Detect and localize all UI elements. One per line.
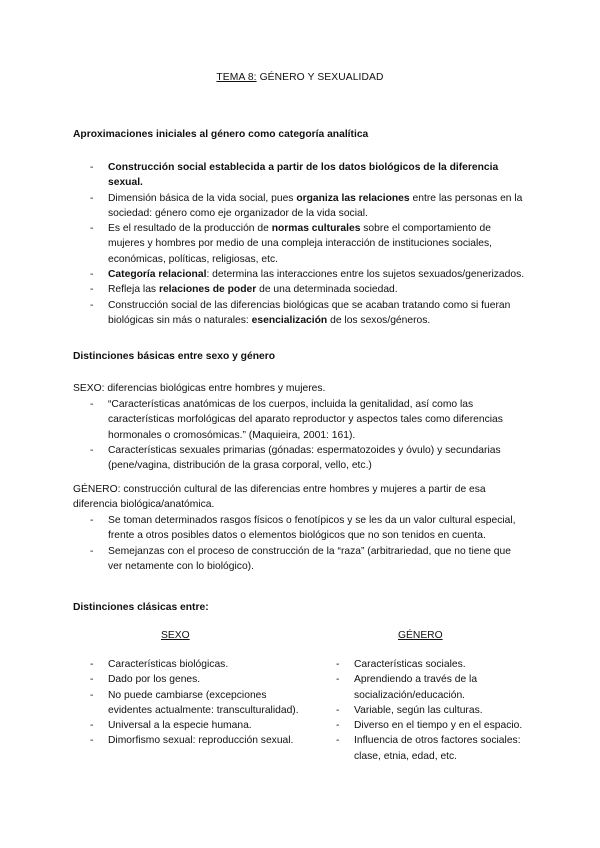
title-prefix: TEMA 8: (216, 72, 257, 83)
section1-heading: Aproximaciones iniciales al género como categoría analítica (73, 129, 369, 140)
sexo-column-item: - No puede cambiarse (excepciones evidentes actualmente: transculturalidad). (90, 689, 299, 716)
title-rest: GÉNERO Y SEXUALIDAD (256, 72, 384, 83)
section2-heading: Distinciones básicas entre sexo y género (73, 351, 276, 362)
sexo-item: - Características sexuales primarias (gónadas: espermatozoides y óvulo) y secundarias (pene/vagina, distribución de la grasa corporal, vello, etc.) (90, 444, 501, 472)
section1-item: - Construcción social de las diferencias biológicas que se acaban tratando como si fueran biológicas sin más o naturales: esencialización de los sexos/géneros. (90, 299, 511, 326)
section1-item: - Categoría relacional: determina las interacciones entre los sujetos sexuados/generizados. (90, 269, 525, 281)
sexo-column-header: SEXO (161, 630, 190, 641)
sexo-column-item: - Dimorfismo sexual: reproducción sexual. (90, 735, 294, 747)
section3-heading: Distinciones clásicas entre: (73, 602, 209, 613)
genero-list (90, 513, 528, 574)
genero-column-list (336, 657, 532, 764)
sexo-definition: SEXO: diferencias biológicas entre hombres y mujeres. (73, 383, 326, 394)
sexo-column-item: - Dado por los genes. (90, 674, 201, 686)
genero-item: - Semejanzas con el proceso de construcción de la “raza” (arbitrariedad, que no tiene que ver netamente con lo biológico). (90, 545, 511, 572)
genero-column-header: GÉNERO (398, 630, 443, 641)
genero-column-item: - Aprendiendo a través de la socialización/educación. (336, 674, 478, 701)
sexo-list (90, 397, 528, 473)
genero-column-item: - Influencia de otros factores sociales: clase, etnia, edad, etc. (336, 735, 521, 762)
genero-item: - Se toman determinados rasgos físicos o fenotípicos y se les da un valor cultural especial, frente a otros posibles datos o elementos biológicos que no son tenidos en cuenta. (90, 515, 516, 542)
document-title (0, 72, 600, 83)
sexo-item: - “Características anatómicas de los cuerpos, incluida la genitalidad, así como las características morfológicas del aparato reproductor y aspectos tales como diferencias hormonales o cromosómicas.” (Maquieira, 2001: 161). (90, 399, 503, 441)
genero-column-item: - Características sociales. (336, 659, 466, 670)
genero-column-item: - Diverso en el tiempo y en el espacio. (336, 720, 523, 732)
section1-item: - Es el resultado de la producción de normas culturales sobre el comportamiento de mujeres y hombres por medio de una compleja interacción de instituciones sociales, económicas, políticas, religiosas, etc. (90, 223, 493, 265)
sexo-column-item: - Universal a la especie humana. (90, 720, 252, 732)
sexo-column-item: - Características biológicas. (90, 659, 229, 670)
sexo-column-list (90, 657, 308, 749)
section1-item: - Construcción social establecida a partir de los datos biológicos de la diferencia sexual. (90, 162, 499, 189)
section1-item: - Dimensión básica de la vida social, pues organiza las relaciones entre las personas en la sociedad: género como eje organizador de la vida social. (90, 192, 523, 219)
genero-column-item: - Variable, según las culturas. (336, 704, 483, 716)
genero-definition: GÉNERO: construcción cultural de las diferencias entre hombres y mujeres a partir de esa diferencia biológica/anatómica. (73, 484, 486, 511)
section1-list (90, 160, 528, 328)
section1-item: - Refleja las relaciones de poder de una determinada sociedad. (90, 284, 398, 296)
